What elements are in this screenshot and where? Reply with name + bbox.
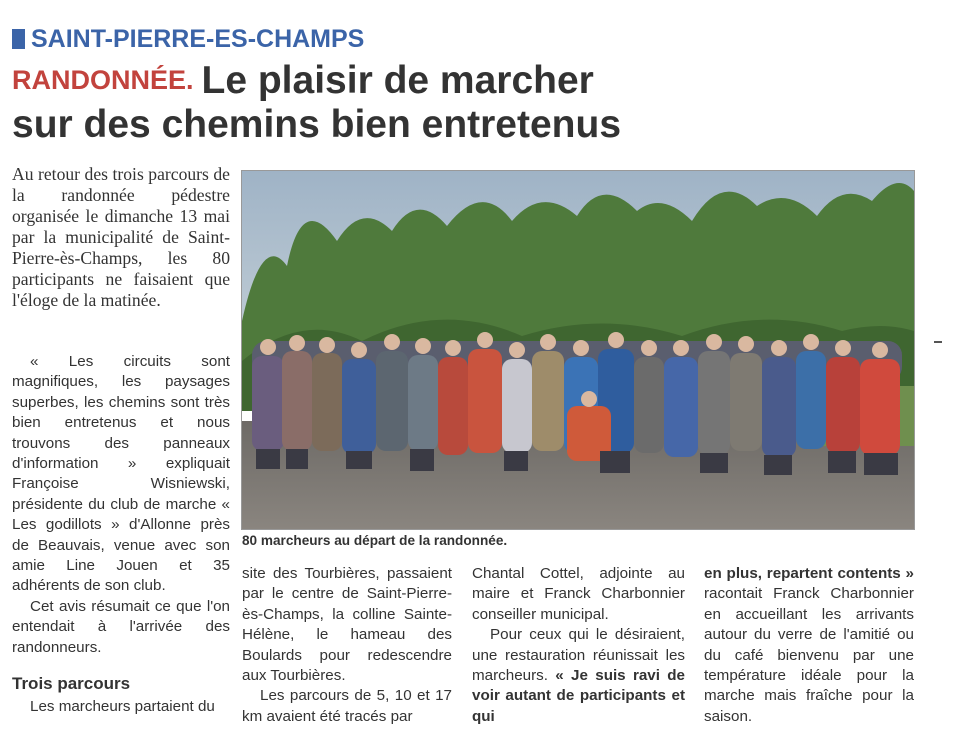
subheading: Trois parcours [12,674,131,694]
route-paragraph: site des Tourbières, passaient par le centre de Saint-Pierre-ès-Champs, la colline Sainte-Hélène, le hameau des Boulards pour redescendre aux Tourbières. [242,565,452,685]
headline-line2: sur des chemins bien entretenus [12,103,622,146]
article-column-1 [12,352,230,717]
scan-mark [934,341,942,343]
quote-ending: en plus, repartent contents » [704,565,914,582]
hikers-photo-illustration [242,171,914,529]
section-kicker [12,24,364,54]
charbonnier-quote: « Je suis ravi de voir autant de participants et qui [472,667,685,725]
restoration-text: Pour ceux qui le désiraient, une restauration réunissait les marcheurs. [472,626,685,685]
distances-paragraph: Les parcours de 5, 10 et 17 km avaient été tracés par [242,687,452,725]
quote-text: « Les circuits sont magnifiques, les paysages superbes, les chemins sont très bien entretenus et nous trouvons des panneaux d'information » [12,353,230,473]
closing-text: racontait Franck Charbonnier en accueillant les arrivants autour du verre de l'amitié ou du café bienvenu par une température idéale pour la marche mais fraîche pour la saison. [704,585,914,725]
article-intro [12,164,230,311]
organizers-paragraph: Chantal Cottel, adjointe au maire et Franck Charbonnier conseiller municipal. [472,565,685,623]
article-column-2 [242,564,452,727]
group-photo [241,170,915,530]
restoration-paragraph [472,625,685,727]
article-column-4 [704,564,914,727]
article-column-3 [472,564,685,727]
article-headline [12,58,962,147]
photo-caption: 80 marcheurs au départ de la randonnée. [242,533,508,548]
headline-category: RANDONNÉE. [12,65,194,95]
quote-paragraph [12,352,230,597]
summary-paragraph: Cet avis résumait ce que l'on entendait à l'arrivée des randonneurs. [12,597,230,656]
section-title: SAINT-PIERRE-ES-CHAMPS [31,24,365,53]
quote-attribution: expliquait Françoise Wisniewski, présidente du club de marche « Les godillots » d'Allonne près de Beauvais, venue avec son amie Line Jouen et 35 adhérents de son club. [12,455,230,595]
intro-paragraph: Au retour des trois parcours de la randonnée pédestre organisée le dimanche 13 mai par la municipalité de Saint-Pierre-ès-Champs, les 80 participants ne faisaient que l'éloge de la matinée. [12,164,230,310]
headline-line1: Le plaisir de marcher [201,59,594,102]
closing-paragraph [704,564,914,727]
section-marker [12,29,25,49]
route-paragraph-start: Les marcheurs partaient du [30,697,215,715]
